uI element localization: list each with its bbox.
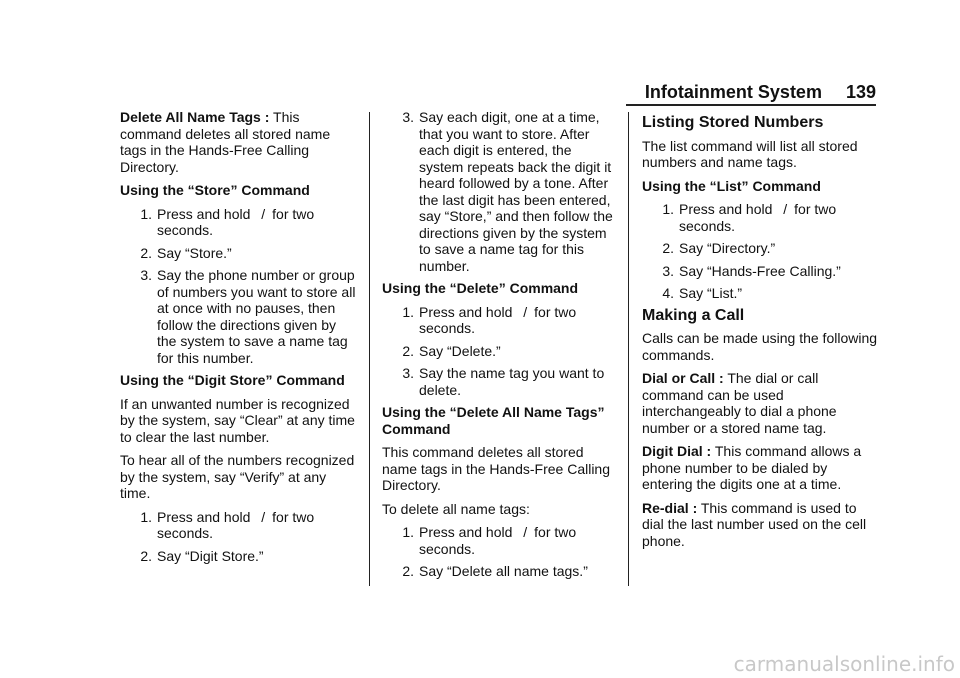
list-item: 1. Press and hold / for two seconds. [120, 206, 356, 239]
digit-dial-paragraph [642, 443, 878, 493]
column-3 [642, 109, 878, 556]
verify-paragraph: To hear all of the numbers recognized by the system, say “Verify” at any time. [120, 452, 355, 501]
list-item: 3. Say “Hands-Free Calling.” [642, 263, 878, 280]
term-text: This command is used to dial the last number used on the cell phone. [642, 499, 867, 549]
list-item: 1. Press and hold / for two seconds. [382, 304, 618, 337]
watermark: carmanualsonline.info [733, 652, 955, 676]
list-item: 2. Say “Delete.” [382, 343, 618, 360]
list-item-text: Say each digit, one at a time, that you want to store. After each digit is entered, the system repeats back the digit it heard followed by a tone. After the last digit has been entered, say “Store,” and then follow the directions given by the system to save a name tag for this number. [419, 109, 613, 274]
subheading-digit-store: Using the “Digit Store” Command [120, 372, 345, 388]
list-item-text: Say “Store.” [157, 244, 232, 261]
list-item-text: Press and hold / for two seconds. [157, 205, 315, 238]
list-item-text: Press and hold / for two seconds. [157, 508, 315, 541]
subheading-delete: Using the “Delete” Command [382, 280, 579, 296]
dial-paragraph [642, 370, 878, 436]
list-item-text: Say “List.” [679, 285, 743, 301]
list-item: 4. Say “List.” [642, 285, 878, 302]
clear-paragraph: If an unwanted number is recognized by the system, say “Clear” at any time to clear the last number. [120, 395, 355, 445]
list-item-text: Press and hold / for two seconds. [679, 201, 837, 234]
list-item-text: Say “Hands-Free Calling.” [679, 262, 841, 279]
delete-all-description: This command deletes all stored name tags in the Hands-Free Calling Directory. [382, 444, 611, 493]
heading-making-a-call: Making a Call [642, 306, 745, 324]
column-divider-2 [628, 112, 629, 586]
term-label: Re-dial : [642, 499, 698, 516]
redial-paragraph [642, 500, 878, 550]
subheading-list: Using the “List” Command [642, 177, 821, 194]
delete-all-steps [382, 524, 618, 580]
list-item-text: Say “Directory.” [679, 240, 776, 256]
subheading-delete-all: Using the “Delete All Name Tags” Command [382, 404, 605, 437]
term-text: This command deletes all stored name tags in the Hands-Free Calling Directory. [120, 109, 331, 175]
term-label: Delete All Name Tags : [120, 109, 270, 125]
term-text: The dial or call command can be used interchangeably to dial a phone number or a stored name tag. [642, 370, 837, 436]
list-item: 3. Say each digit, one at a time, that you want to store. After each digit is entered, the system repeats back the digit it heard followed by a tone. After the last digit has been entered, say “Store,” and then follow the directions given by the system to save a name tag for this number. [382, 109, 618, 274]
list-item: 2. Say “Delete all name tags.” [382, 563, 618, 580]
digit-store-steps [120, 509, 356, 565]
page-number: 139 [845, 82, 876, 102]
list-paragraph: The list command will list all stored numbers and name tags. [642, 137, 858, 170]
list-steps [642, 201, 878, 302]
delete-steps [382, 304, 618, 399]
list-item-text: Say “Delete.” [419, 342, 501, 359]
list-item: 1. Press and hold / for two seconds. [642, 201, 878, 234]
column-1 [120, 109, 356, 570]
term-text: This command allows a phone number to be dialed by entering the digits one at a time. [642, 443, 862, 492]
term-label: Digit Dial : [642, 443, 712, 459]
column-2 [382, 109, 618, 586]
term-label: Dial or Call : [642, 370, 724, 386]
list-item: 1. Press and hold / for two seconds. [120, 509, 356, 542]
header-rule [626, 104, 876, 106]
making-call-paragraph: Calls can be made using the following commands. [642, 330, 878, 363]
list-item-text: Say “Delete all name tags.” [419, 563, 588, 579]
column-divider-1 [369, 112, 370, 586]
store-steps [120, 206, 356, 367]
list-item-text: Say the phone number or group of numbers you want to store all at once with no pauses, then follow the directions given by the system to save a name tag for this number. [157, 267, 356, 366]
list-item: 2. Say “Directory.” [642, 240, 878, 257]
list-item: 2. Say “Store.” [120, 245, 356, 262]
list-item: 3. Say the phone number or group of numbers you want to store all at once with no pauses, then follow the directions given by the system to save a name tag for this number. [140, 267, 356, 366]
subheading-store: Using the “Store” Command [120, 182, 310, 198]
to-delete-paragraph: To delete all name tags: [382, 500, 530, 517]
list-item-text: Say the name tag you want to delete. [419, 365, 605, 398]
digit-store-steps-cont [382, 109, 618, 274]
section-title: Infotainment System [644, 82, 822, 102]
list-item-text: Press and hold / for two seconds. [419, 303, 577, 336]
delete-all-paragraph [120, 109, 356, 175]
list-item-text: Press and hold / for two seconds. [419, 524, 577, 557]
list-item: 1. Press and hold / for two seconds. [382, 524, 618, 557]
list-item-text: Say “Digit Store.” [157, 547, 264, 564]
list-item: 3. Say the name tag you want to delete. [382, 365, 618, 398]
list-item: 2. Say “Digit Store.” [120, 548, 356, 565]
page-header [600, 82, 876, 103]
heading-listing-stored-numbers: Listing Stored Numbers [642, 114, 824, 131]
